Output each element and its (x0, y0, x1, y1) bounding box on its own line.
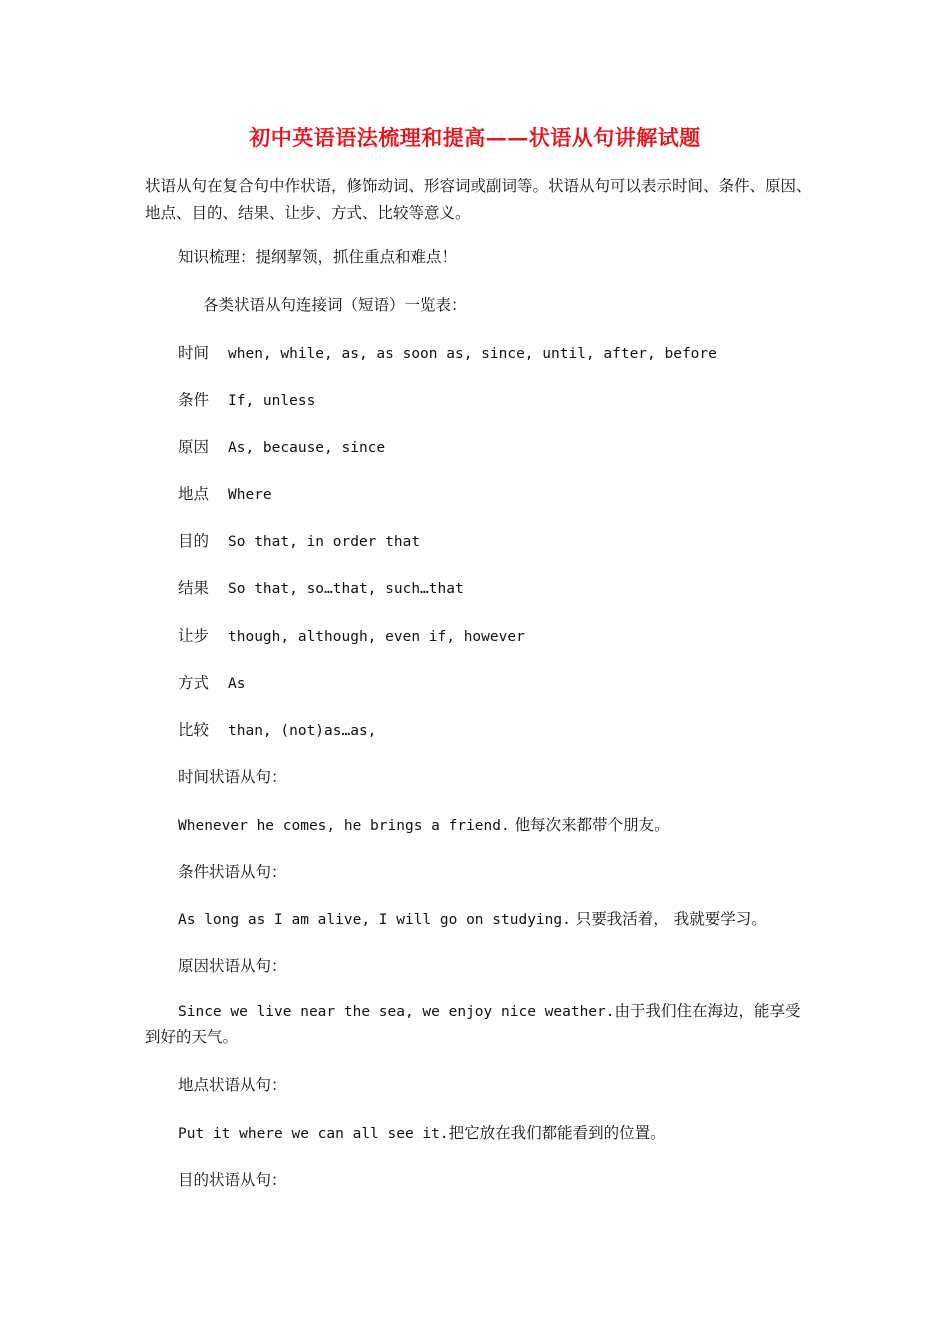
example-sentence (145, 999, 805, 1050)
connective-row (178, 576, 464, 598)
connective-words: than, (not)as…as, (228, 723, 377, 739)
example-english: Whenever he comes, he brings a friend. (178, 818, 510, 834)
table-heading: 各类状语从句连接词（短语）一览表： (203, 296, 467, 314)
connective-category: 比较 (178, 721, 210, 739)
example-english: Since we live near the sea, we enjoy nice weather. (178, 1004, 615, 1020)
connective-words: though, although, even if, however (228, 629, 525, 645)
connective-row (178, 671, 245, 693)
example-chinese: 他每次来都带个朋友。 (509, 816, 670, 834)
section-heading: 原因状语从句： (178, 957, 287, 975)
section-heading: 时间状语从句： (178, 768, 287, 786)
section-heading: 目的状语从句： (178, 1171, 287, 1189)
connective-category: 结果 (178, 579, 210, 597)
intro-paragraph: 状语从句在复合句中作状语，修饰动词、形容词或副词等。状语从句可以表示时间、条件、原因、地点、目的、结果、让步、方式、比较等意义。 (145, 177, 812, 222)
connective-words: So that, in order that (228, 534, 421, 550)
section-heading: 条件状语从句： (178, 863, 287, 881)
example-sentence (178, 1121, 666, 1143)
connective-row (178, 529, 420, 551)
example-sentence (178, 813, 670, 835)
connective-category: 地点 (178, 485, 210, 503)
connective-row (178, 341, 717, 363)
connective-category: 条件 (178, 391, 210, 409)
connective-category: 方式 (178, 674, 210, 692)
connective-row (178, 718, 376, 740)
connective-words: Where (228, 487, 272, 503)
connective-category: 时间 (178, 344, 210, 362)
connective-words: So that, so…that, such…that (228, 581, 464, 597)
connective-category: 目的 (178, 532, 210, 550)
connective-words: As (228, 676, 246, 692)
connective-words: when, while, as, as soon as, since, until, after, before (228, 346, 717, 362)
connective-category: 让步 (178, 627, 210, 645)
connective-row (178, 482, 272, 504)
example-english: As long as I am alive, I will go on studying. (178, 912, 571, 928)
document-title: 初中英语语法梳理和提高——状语从句讲解试题 (249, 125, 701, 150)
example-chinese: 只要我活着， 我就要学习。 (570, 910, 767, 928)
connective-row (178, 624, 525, 646)
connective-row (178, 388, 315, 410)
connective-row (178, 435, 385, 457)
section-heading: 地点状语从句： (178, 1076, 287, 1094)
connective-words: As, because, since (228, 440, 386, 456)
example-chinese: 把它放在我们都能看到的位置。 (448, 1124, 666, 1142)
connective-words: If, unless (228, 393, 316, 409)
example-chinese: 由于我们住在海边，能享受到好的天气。 (145, 1002, 801, 1046)
example-english: Put it where we can all see it. (178, 1126, 449, 1142)
knowledge-heading: 知识梳理：提纲挈领，抓住重点和难点！ (178, 248, 458, 266)
connective-category: 原因 (178, 438, 210, 456)
example-sentence (178, 907, 767, 929)
